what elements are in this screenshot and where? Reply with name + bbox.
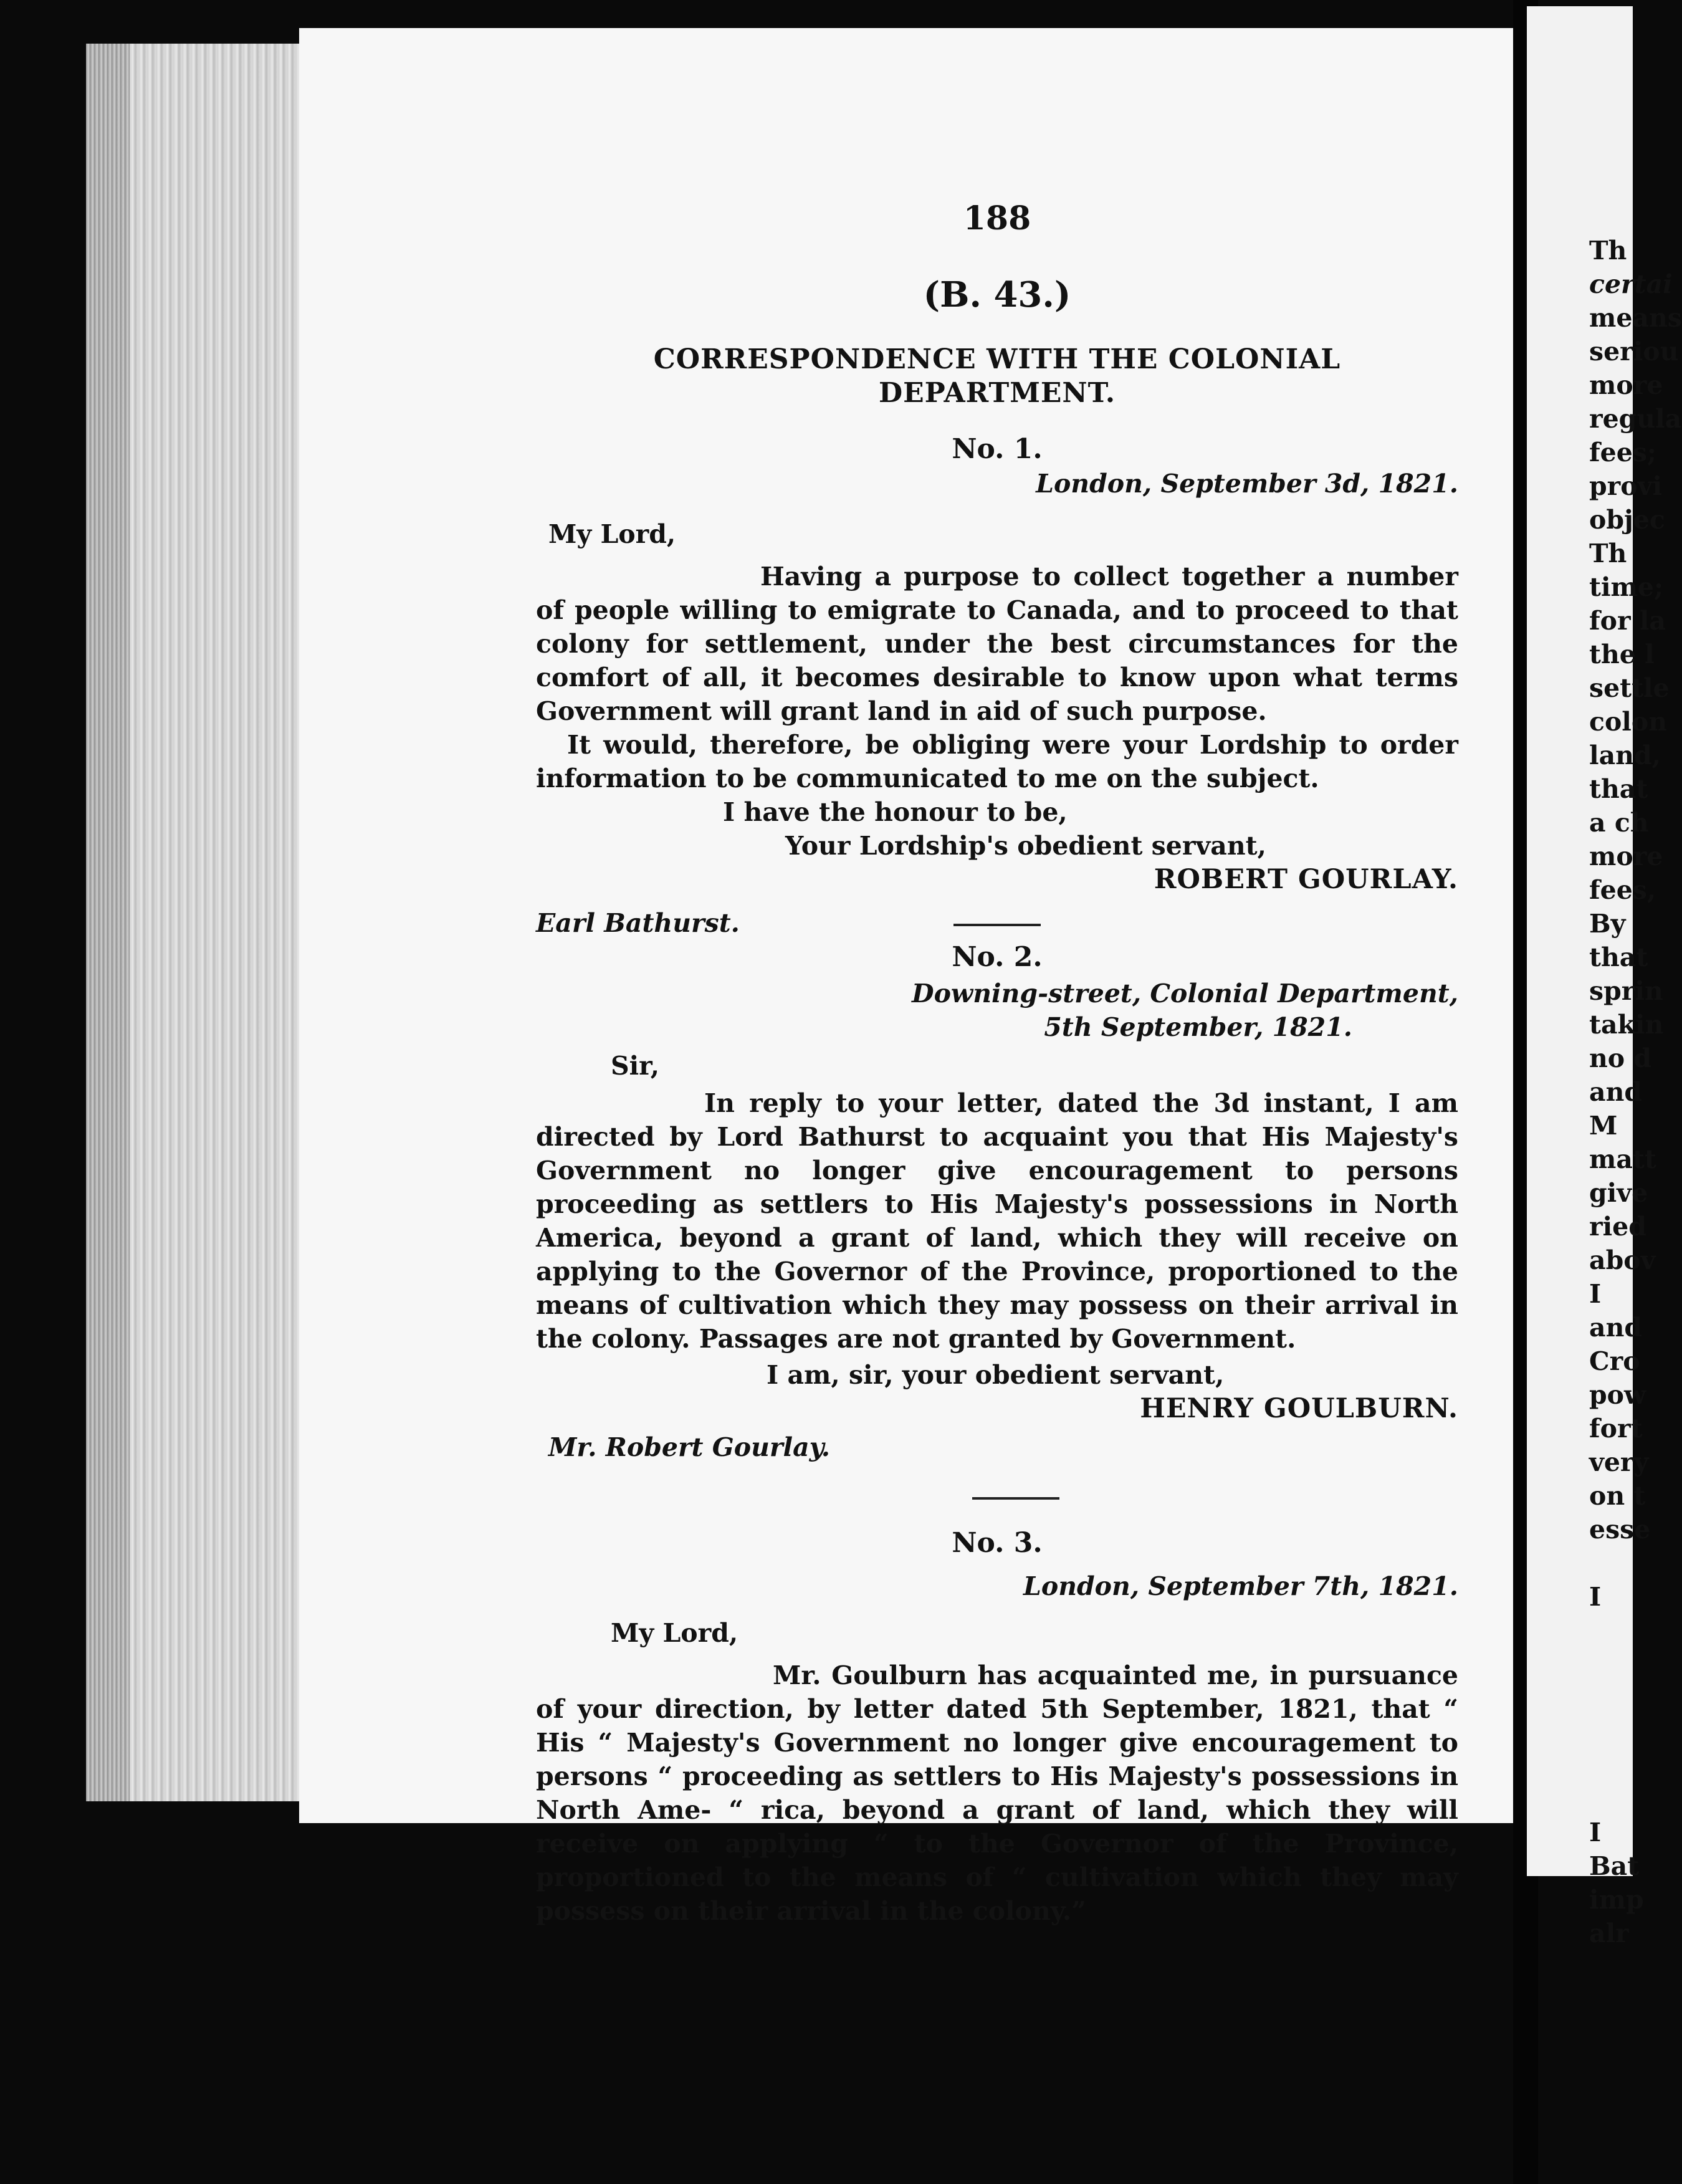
adjacent-text-fragment: and (1589, 1077, 1643, 1107)
adjacent-text-fragment: Th (1589, 236, 1627, 266)
adjacent-text-fragment: imp (1589, 1885, 1644, 1915)
title-line-1: CORRESPONDENCE WITH THE COLONIAL (653, 343, 1341, 375)
adjacent-text-fragment: that (1589, 942, 1648, 972)
adjacent-text-fragment: and (1589, 1313, 1643, 1343)
letter-dateline-2: 5th September, 1821. (1044, 1012, 1352, 1042)
adjacent-text-fragment: Cro (1589, 1346, 1640, 1376)
salutation: My Lord, (548, 519, 676, 549)
adjacent-text-fragment: esse (1589, 1515, 1651, 1545)
letter-1 (536, 433, 1458, 940)
adjacent-text-fragment (1589, 1748, 1633, 1782)
adjacent-text-fragment: M (1589, 1111, 1618, 1141)
adjacent-text-fragment: a ch (1589, 808, 1649, 838)
adjacent-text-fragment: more (1589, 370, 1663, 400)
adjacent-text-fragment: fort (1589, 1414, 1643, 1444)
adjacent-text-fragment (1589, 1647, 1633, 1681)
book-page-edges (86, 44, 310, 1801)
adjacent-text-fragment: regula (1589, 404, 1682, 434)
page-title (536, 343, 1458, 410)
signature: ROBERT GOURLAY. (1154, 864, 1458, 895)
addressee: Mr. Robert Gourlay. (548, 1432, 831, 1462)
closing: I have the honour to be, (723, 797, 1068, 827)
adjacent-text-fragment: on t (1589, 1481, 1646, 1511)
letter-number: No. 2. (952, 941, 1043, 973)
adjacent-page-text (1589, 234, 1682, 1950)
adjacent-text-fragment (1589, 1715, 1633, 1748)
adjacent-text-fragment: seriou (1589, 337, 1679, 366)
letter-3 (536, 1527, 1458, 1928)
adjacent-text-fragment: alr (1589, 1918, 1629, 1948)
adjacent-text-fragment: no d (1589, 1043, 1652, 1073)
closing: I am, sir, your obedient servant, (767, 1360, 1225, 1390)
adjacent-text-fragment: takin (1589, 1010, 1664, 1040)
adjacent-text-fragment (1589, 1681, 1633, 1715)
adjacent-text-fragment (1589, 1546, 1633, 1580)
adjacent-text-fragment: I (1589, 1818, 1602, 1847)
adjacent-text-fragment: time; (1589, 572, 1664, 602)
adjacent-text-fragment: that (1589, 774, 1648, 804)
adjacent-text-fragment: means (1589, 303, 1682, 333)
adjacent-text-fragment: provi (1589, 471, 1663, 501)
closing: Your Lordship's obedient servant, (785, 831, 1266, 861)
adjacent-text-fragment: give (1589, 1178, 1648, 1208)
letter-paragraph: In reply to your letter, dated the 3d instant, I am directed by Lord Bathurst to acquaint you that His Majesty's Government no longer give encouragement to persons proceeding as settlers to His Majesty's possessions in North America, beyond a grant of land, which they will receive on applying to the Governor of the Province, proportioned to the means of cultivation which they may possess on their arrival in the colony. Passages are not granted by Government. (536, 1088, 1458, 1354)
adjacent-text-fragment (1589, 1782, 1633, 1816)
adjacent-text-fragment: fees, (1589, 875, 1656, 905)
adjacent-text-fragment: more (1589, 841, 1663, 871)
adjacent-text-fragment (1589, 1614, 1633, 1647)
adjacent-text-fragment: Th (1589, 539, 1627, 568)
letter-dateline: London, September 7th, 1821. (1023, 1571, 1458, 1601)
adjacent-text-fragment: abov (1589, 1245, 1656, 1275)
adjacent-text-fragment: matt (1589, 1144, 1656, 1174)
section-divider (972, 1497, 1059, 1500)
adjacent-text-fragment: ried (1589, 1212, 1646, 1242)
letter-paragraph: It would, therefore, be obliging were your Lordship to order information to be communicated to me on the subject. (536, 730, 1458, 793)
adjacent-text-fragment: the l (1589, 639, 1655, 669)
letter-number: No. 3. (952, 1527, 1043, 1559)
letter-dateline: Downing-street, Colonial Department, (912, 979, 1458, 1008)
document-code: (B. 43.) (923, 274, 1071, 315)
page-number: 188 (963, 199, 1031, 237)
letter-2 (536, 941, 1458, 1464)
title-line-2: DEPARTMENT. (878, 377, 1116, 409)
adjacent-text-fragment: land, (1589, 740, 1661, 770)
salutation: My Lord, (611, 1618, 738, 1648)
adjacent-text-fragment: fees; (1589, 438, 1657, 467)
adjacent-text-fragment: sprin (1589, 976, 1663, 1006)
adjacent-text-fragment: for la (1589, 606, 1666, 636)
letter-number: No. 1. (952, 433, 1043, 465)
adjacent-text-fragment: very (1589, 1447, 1649, 1477)
letter-dateline: London, September 3d, 1821. (1036, 469, 1458, 499)
adjacent-text-fragment: certai (1589, 269, 1673, 299)
adjacent-text-fragment: I (1589, 1279, 1602, 1309)
letter-paragraph: Having a purpose to collect together a number of people willing to emigrate to Canada, and to proceed to that colony for settlement, under the best circumstances for the comfort of all, it becomes desirable to know upon what terms Government will grant land in aid of such purpose. (536, 562, 1458, 726)
adjacent-text-fragment: pow (1589, 1380, 1646, 1410)
salutation: Sir, (611, 1051, 660, 1081)
adjacent-text-fragment: objec (1589, 505, 1665, 535)
section-divider (953, 924, 1041, 926)
letter-paragraph: Mr. Goulburn has acquainted me, in pursuance of your direction, by letter dated 5th September, 1821, that “ His “ Majesty's Government no longer give encouragement to persons “ proceeding as settlers to His Majesty's possessions in North Ame- “ rica, beyond a grant of land, which they will receive on applying “ to the Governor of the Province, proportioned to the means of “ cultivation which they may possess on their arrival in the colony.” (536, 1660, 1458, 1926)
adjacent-text-fragment: I (1589, 1582, 1602, 1612)
adjacent-text-fragment: colon (1589, 707, 1668, 737)
adjacent-text-fragment: Bat (1589, 1851, 1640, 1881)
addressee: Earl Bathurst. (536, 908, 740, 938)
signature: HENRY GOULBURN. (1140, 1393, 1458, 1424)
adjacent-text-fragment: By (1589, 909, 1626, 939)
adjacent-text-fragment: settle (1589, 673, 1670, 703)
